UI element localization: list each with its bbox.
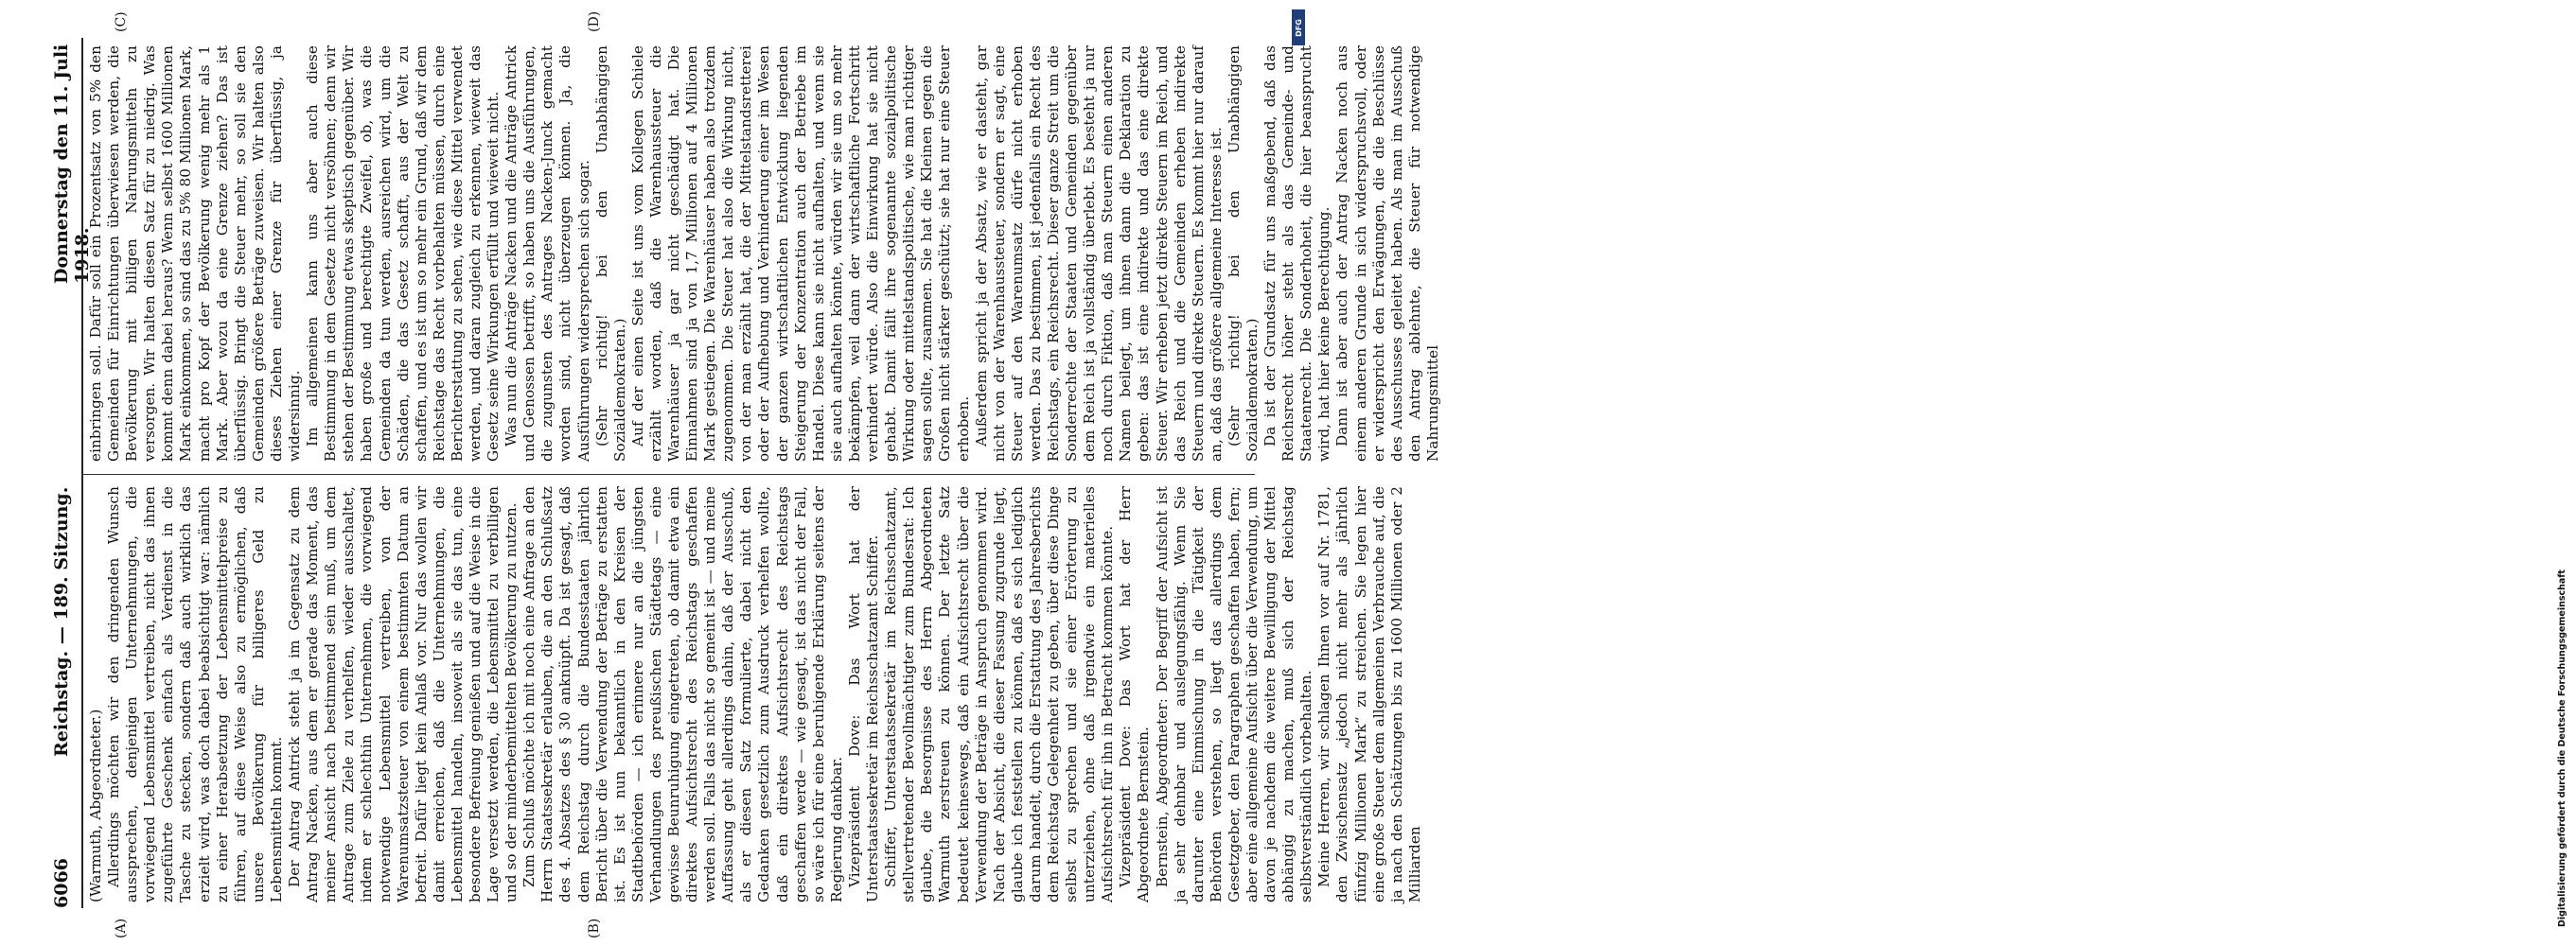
margin-marker-b: (B) — [587, 918, 602, 938]
page-header — [45, 38, 93, 908]
interjection: (Sehr richtig! bei den Unabhängigen Sozialdemokraten.) — [1225, 45, 1261, 462]
column-divider — [81, 474, 1255, 475]
header-rule — [81, 38, 83, 908]
paragraph: Bernstein, Abgeordneter: Der Begriff der Aufsicht ist ja sehr dehnbar und auslegungsfähig. Wenn Sie darunter eine Einmischung in die Tätigkeit der Behörden verstehen, so liegt das allerdings dem Gesetzgeber, den Paragraphen geschaffen haben, fern; aber eine allgemeine Aufsicht über die Verwendung, um davon je nachdem die weitere Bewilligung der Mittel abhängig zu machen, muß sich der Reichstag selbstverständlich vorbehalten. — [1153, 486, 1315, 902]
paragraph: Vizepräsident Dove: Das Wort hat der Unterstaatssekretär im Reichsschatzamt Schiffer. — [845, 486, 882, 902]
right-column — [87, 45, 1442, 462]
page-number: 6066 — [51, 858, 72, 908]
speaker-note: (Warmuth, Abgeordneter.) — [87, 709, 104, 902]
paragraph: Vizepräsident Dove: Das Wort hat der Herr Abgeordnete Bernstein. — [1117, 486, 1153, 902]
paragraph: Was nun die Anträge Nacken und die Anträge Antrick und Genossen betrifft, so haben uns die Ausführungen, die zugunsten des Antrages Nacken-Junck gemacht worden sind, nicht überzeugen können. Ja, die Ausführungen widersprechen sich sogar. — [503, 45, 592, 462]
paragraph: Allerdings möchten wir den dringenden Wunsch aussprechen, denjenigen Unternehmungen, die vorwiegend Lebensmittel vertreiben, nicht das ihnen zugeführte Geschenk einfach als Verdienst in die Tasche zu stecken, sondern daß auch wirklich das erzielt wird, was doch dabei beabsichtigt war: nämlich zu einer Herabsetzung der Lebensmittelpreise zu führen, auf diese Weise also zu ermöglichen, daß unsere Bevölkerung für billigeres Geld zu Lebensmitteln kommt. — [105, 486, 285, 902]
header-right-title: Donnerstag den 11. Juli 1918. — [51, 44, 93, 284]
header-left-title: Reichstag. — 189. Sitzung. — [51, 486, 72, 757]
paragraph: Im allgemeinen kann uns aber auch diese Bestimmung in dem Gesetze nicht versöhnen; denn wir stehen der Bestimmung etwas skeptisch gegenüber. Wir haben große und berechtigte Zweifel, ob, was die Gemeinden da tun werden, ausreichen wird, um die Schäden, die das Gesetz schafft, aus der Welt zu schaffen, und es ist um so mehr ein Grund, daß wir dem Reichstage das Recht vorbehalten müssen, durch eine Berichterstattung zu sehen, wie diese Mittel verwendet werden, und daran zugleich zu erkennen, wieweit das Gesetz seine Wirkungen erfüllt und wieweit nicht. — [304, 45, 503, 462]
paragraph: Dann ist aber auch der Antrag Nacken noch aus einem anderen Grunde in sich widerspruchsvoll, oder er widerspricht den Erwägungen, die die Beschlüsse des Ausschusses geleitet haben. Als man im Ausschuß den Antrag ablehnte, die Steuer für notwendige Nahrungsmittel — [1333, 45, 1441, 462]
paragraph: Auf der einen Seite ist uns vom Kollegen Schiele erzählt worden, daß die Warenhaussteuer die Warenhäuser ja gar nicht geschädigt hat. Die Einnahmen sind ja von 1,7 Millionen auf 4 Millionen Mark gestiegen. Die Warenhäuser haben also trotzdem zugenommen. Die Steuer hat also die Wirkung nicht, von der man erzählt hat, die der Mittelstandsretterei oder der Aufhebung und Verhinderung einer im Wesen der ganzen wirtschaftlichen Entwicklung liegenden Steigerung der Konzentration auch der Betriebe im Handel. Diese kann sie nicht aufhalten, und wenn sie sie auch aufhalten könnte, würden wir sie um so mehr bekämpfen, weil dann der wirtschaftliche Fortschritt verhindert würde. Also die Einwirkung hat sie nicht gehabt. Damit fällt ihre sogenannte sozialpolitische Wirkung oder mittelstandspolitische, wie man richtiger sagen sollte, zusammen. Sie hat die Kleinen gegen die Großen nicht stärker geschützt; sie hat nur eine Steuer erhoben. — [628, 45, 972, 462]
dfg-logo-text: DFG — [1294, 18, 1303, 37]
dfg-logo — [1292, 9, 1305, 45]
paragraph: Da ist der Grundsatz für uns maßgebend, daß das Reichsrecht höher steht als das Gemeinde- und Staatenrecht. Die Sonderhoheit, die hier beansprucht wird, hat hier keine Berechtigung. — [1262, 45, 1333, 462]
paragraph: Zum Schluß möchte ich mit noch eine Anfrage an den Herrn Staatssekretär erlauben, die an den Schlußsatz des 4. Absatzes des § 30 anknüpft. Da ist gesagt, daß dem Reichstag durch die Bundesstaaten jährlich Bericht über die Verwendung der Beträge zu erstatten ist. Es ist nun bekanntlich in den Kreisen der Stadtbehörden — ich erinnere nur an die jüngsten Verhandlungen des preußischen Städtetags — eine gewisse Beunruhigung eingetreten, ob damit etwa ein direktes Aufsichtsrecht des Reichstags geschaffen werden soll. Falls das nicht so gemeint ist — und meine Auffassung geht allerdings dahin, daß der Ausschuß, als er diesen Satz formulierte, dabei nicht den Gedanken gesetzlich zum Ausdruck verhelfen wollte, daß ein direktes Aufsichtsrecht des Reichstags geschaffen werde — wie gesagt, ist das nicht der Fall, so wäre ich für eine beruhigende Erklärung seitens der Regierung dankbar. — [520, 486, 845, 902]
margin-marker-a: (A) — [114, 918, 129, 938]
paragraph: Außerdem spricht ja der Absatz, wie er dasteht, gar nicht von der Warenhaussteuer, sondern er sagt, eine Steuer auf den Warenumsatz dürfe nicht erhoben werden. Das zu bestimmen, ist jedenfalls ein Recht des Reichstags, ein Reichsrecht. Dieser ganze Streit um die Sonderrechte der Staaten und Gemeinden gegenüber dem Reich ist ja vollständig überlebt. Es besteht ja nur noch durch Fiktion, daß man Steuern einen anderen Namen beilegt, um ihnen dann die Deklaration zu geben: das ist eine indirekte und das eine direkte Steuer. Wir erheben jetzt direkte Steuern im Reich, und das Reich und die Gemeinden erheben indirekte Steuern und direkte Steuern. Es kommt hier nur darauf an, daß das größere allgemeine Interesse ist. — [972, 45, 1225, 462]
left-column — [87, 486, 1424, 902]
margin-marker-d: (D) — [587, 10, 602, 32]
digitization-credit: Digitalisierung gefördert durch die Deutsche Forschungsgemeinschaft — [2557, 569, 2567, 927]
paragraph: Der Antrag Antrick steht ja im Gegensatz zu dem Antrag Nacken, aus dem er gerade das Moment, das meiner Ansicht nach bestimmend sein muß, um dem Antrage zum Ziele zu verhelfen, wieder ausschaltet, indem er schlechthin Unternehmen, die vorwiegend notwendige Lebensmittel vertreiben, von der Warenumsatzsteuer von einem bestimmten Datum an befreit. Dafür liegt kein Anlaß vor. Nur das wollen wir damit erreichen, daß die Unternehmungen, die Lebensmittel handeln, insoweit als sie das tun, eine besondere Befreiung genießen und auf die Weise in die Lage versetzt werden, die Lebensmittel zu verbilligen und so der minderbemittelten Bevölkerung zu nutzen. — [286, 486, 520, 902]
paragraph: einbringen soll. Dafür soll ein Prozentsatz von 5% den Gemeinden für Einrichtungen überwiesen werden, die Bevölkerung mit billigen Nahrungsmitteln zu versorgen. Wir halten diesen Satz für zu niedrig. Was kommt denn dabei heraus? Wenn selbst 1600 Millionen Mark einkommen, so sind das zu 5% 80 Millionen Mark, macht pro Kopf der Bevölkerung wenig mehr als 1 Mark. Aber wozu da eine Grenze ziehen? Das ist überflüssig. Bringt die Steuer mehr, so soll sie den Gemeinden größere Beträge zuweisen. Wir halten also dieses Ziehen einer Grenze für überflüssig, ja widersinnig. — [87, 45, 304, 462]
paragraph: Meine Herren, wir schlagen Ihnen vor auf Nr. 1781, den Zwischensatz „jedoch nicht mehr als jährlich fünfzig Millionen Mark“ zu streichen. Sie legen hier eine große Steuer dem allgemeinen Verbrauche auf, die ja nach den Schätzungen bis zu 1600 Millionen oder 2 Milliarden — [1315, 486, 1423, 902]
interjection: (Sehr richtig! bei den Unabhängigen Sozialdemokraten.) — [592, 45, 628, 462]
paragraph: Schiffer, Unterstaatssekretär im Reichsschatzamt, stellvertretender Bevollmächtigter zum Bundesrat: Ich glaube, die Besorgnisse des Herrn Abgeordneten Warmuth zerstreuen zu können. Der letzte Satz bedeutet keineswegs, daß ein Aufsichtsrecht über die Verwendung der Beträge in Anspruch genommen wird. Nach der Absicht, die dieser Fassung zugrunde liegt, glaube ich feststellen zu können, daß es sich lediglich darum handelt, durch die Erstattung des Jahresberichts dem Reichstag Gelegenheit zu geben, über diese Dinge selbst zu sprechen und sie einer Erörterung zu unterziehen, ohne daß irgendwie ein materielles Aufsichtsrecht für ihn in Betracht kommen könnte. — [882, 486, 1117, 902]
margin-marker-c: (C) — [114, 11, 129, 32]
